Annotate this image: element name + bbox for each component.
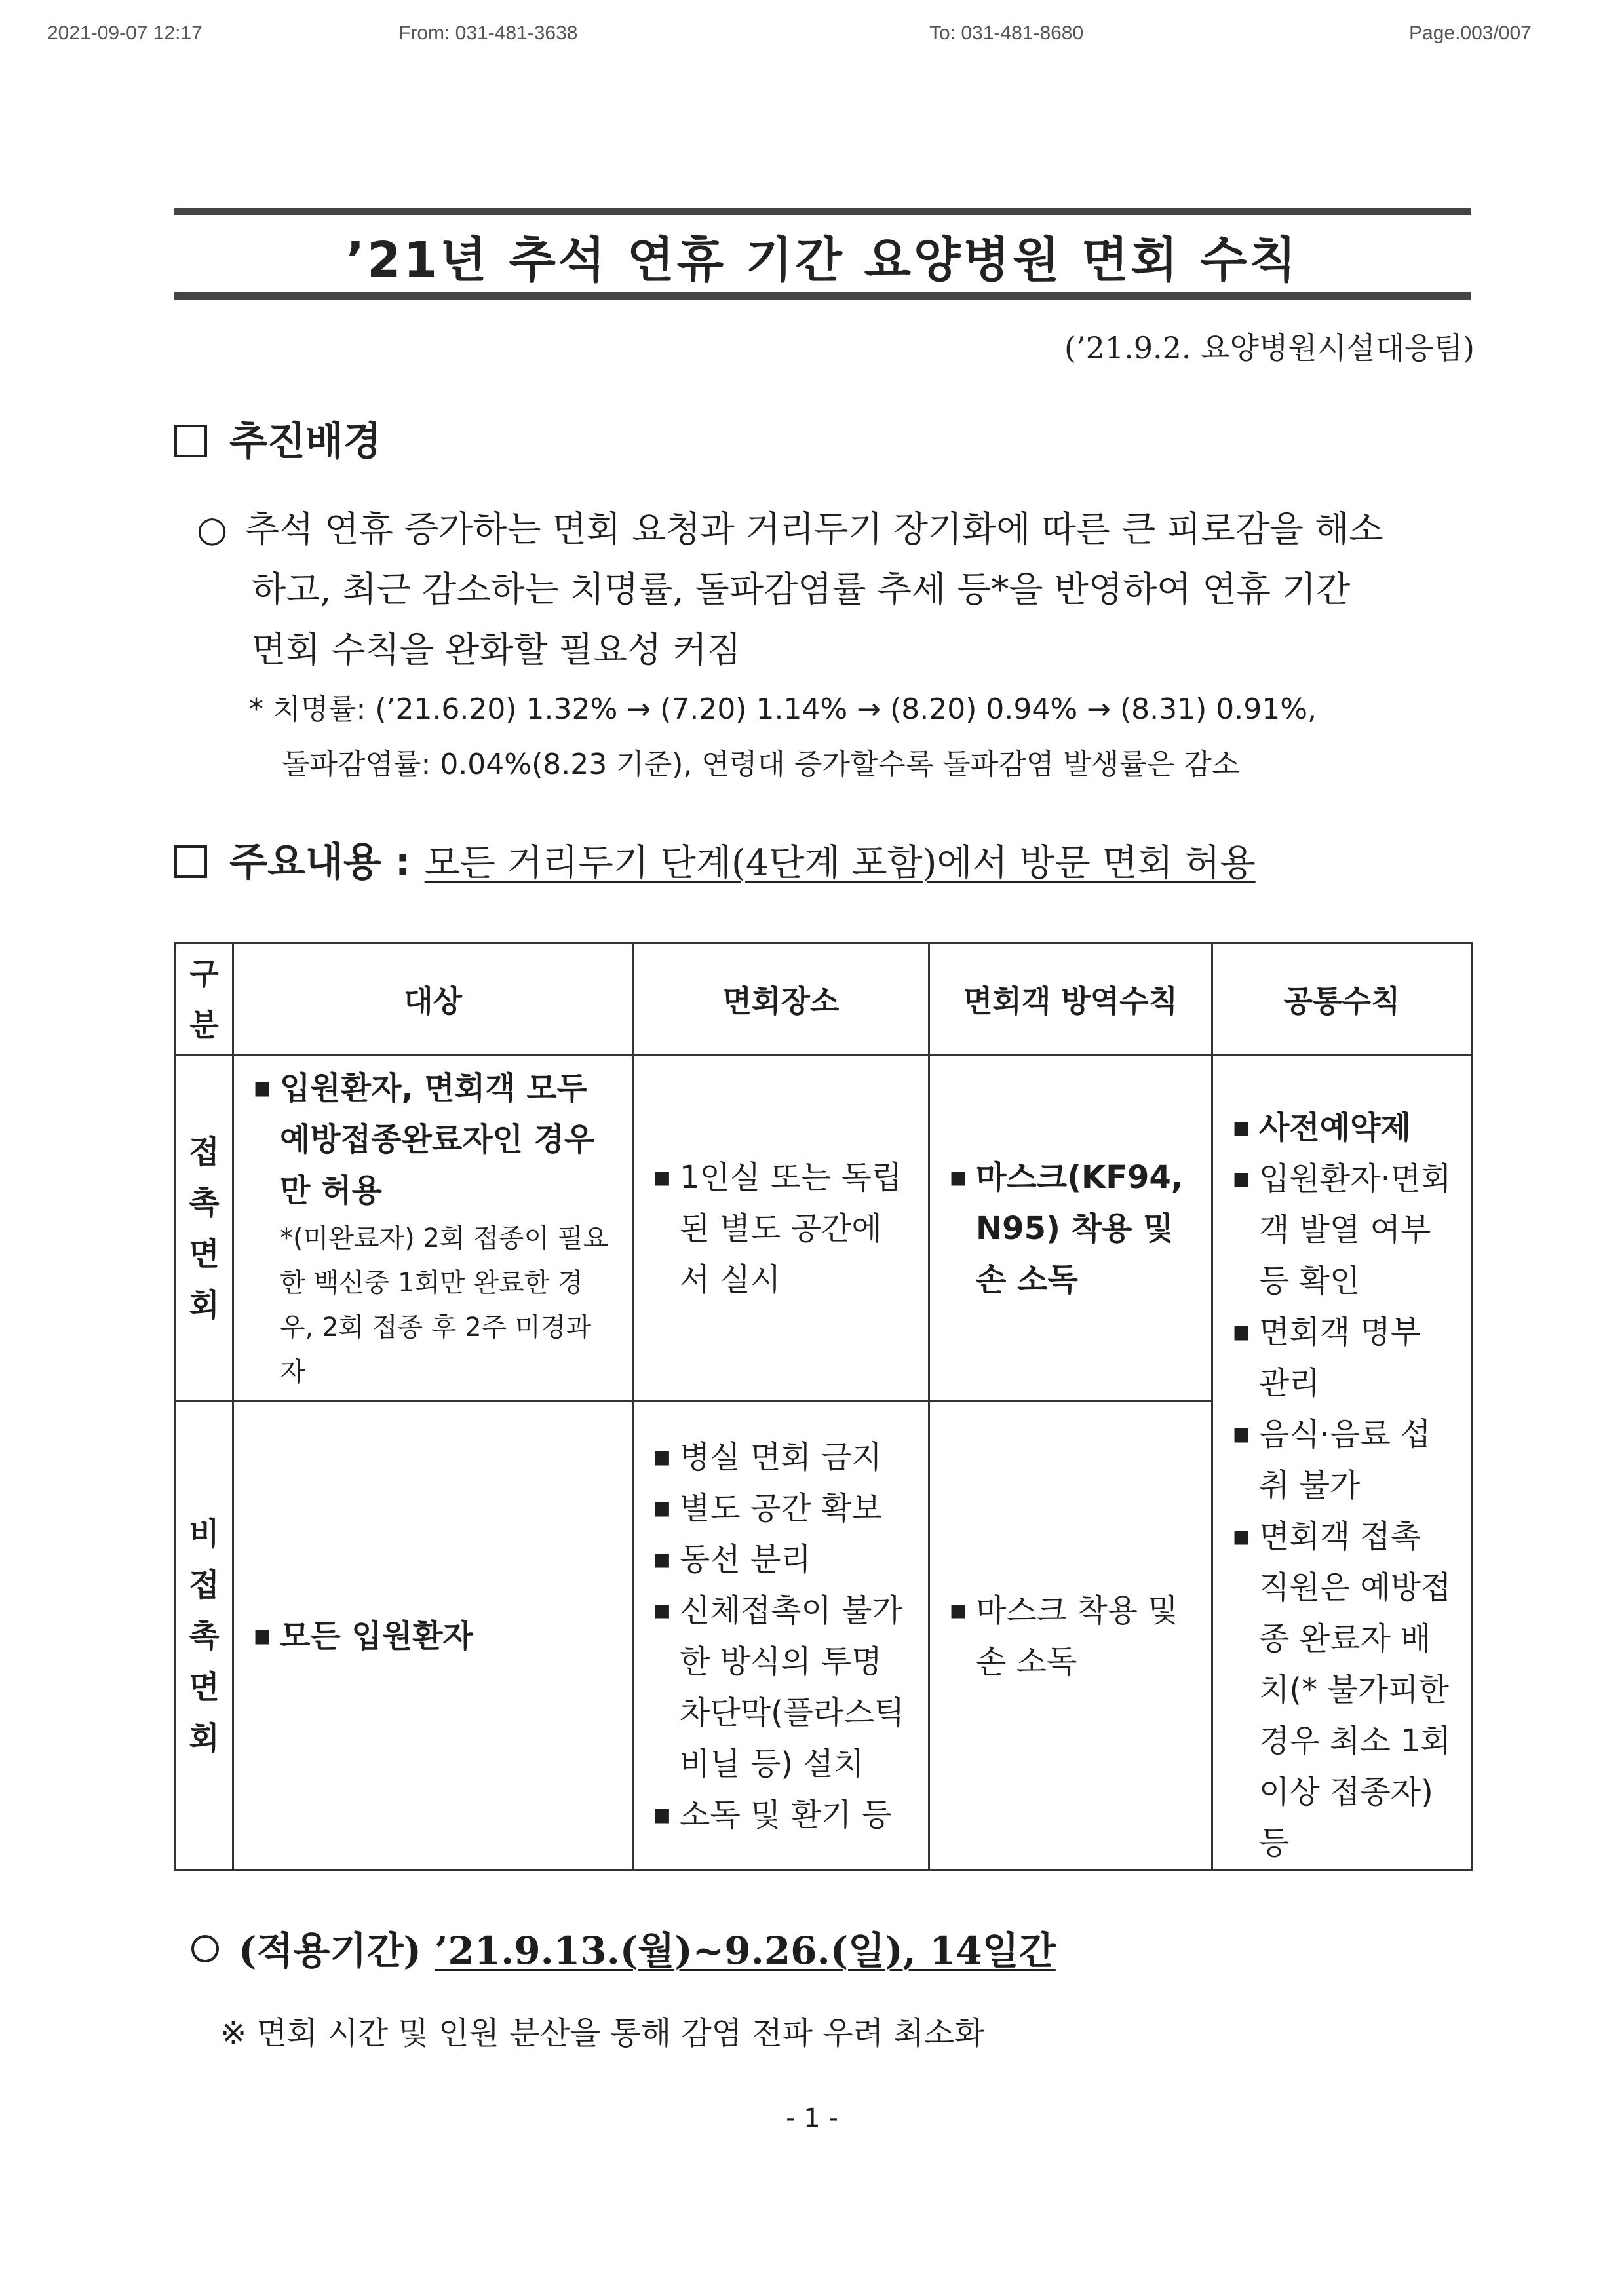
common-rule: ■ 사전예약제 — [1233, 1102, 1455, 1153]
noncontact-place-item: ■ 별도 공간 확보 — [653, 1483, 912, 1534]
checkbox-icon — [174, 425, 207, 457]
noncontact-target: ■ 모든 입원환자 — [254, 1611, 616, 1662]
page-number: - 1 - — [786, 2103, 838, 2133]
noncontact-place-item: ■ 소독 및 환기 등 — [653, 1789, 912, 1841]
document-title: ’21년 추석 연휴 기간 요양병원 면회 수칙 — [346, 232, 1299, 288]
contact-target-cell — [233, 1056, 633, 1402]
noncontact-visitor-rules: ■ 마스크 착용 및 손 소독 — [950, 1585, 1195, 1687]
header-visitor-rules: 면회객 방역수칙 — [929, 944, 1212, 1056]
main-content-summary: 모든 거리두기 단계(4단계 포함)에서 방문 면회 허용 — [424, 842, 1256, 885]
circle-bullet-icon — [191, 1935, 219, 1962]
circle-bullet-icon: ○ — [197, 508, 228, 550]
section-heading-main-content: 주요내용 : 모든 거리두기 단계(4단계 포함)에서 방문 면회 허용 — [174, 831, 1256, 887]
contact-place: ■ 1인실 또는 독립된 별도 공간에서 실시 — [653, 1152, 912, 1305]
noncontact-visitor-rules-cell — [929, 1402, 1212, 1871]
background-paragraph — [197, 499, 1481, 680]
paragraph-line: 추석 연휴 증가하는 면회 요청과 거리두기 장기화에 따른 큰 피로감을 해소 — [245, 508, 1383, 550]
apply-period — [191, 1920, 1056, 1975]
fax-from: From: 031-481-3638 — [398, 22, 578, 44]
table-header-row — [176, 944, 1472, 1056]
common-rules-cell — [1212, 1056, 1472, 1871]
apply-period-value: ’21.9.13.(월)~9.26.(일), 14일간 — [435, 1928, 1056, 1973]
category-noncontact-visit: 비 접 촉 면 회 — [176, 1402, 233, 1871]
common-rule: ■ 입원환자·면회객 발열 여부 등 확인 — [1233, 1153, 1455, 1307]
apply-period-label: (적용기간) — [239, 1928, 421, 1973]
visitation-rules-table — [174, 942, 1473, 1871]
fax-datetime: 2021-09-07 12:17 — [47, 22, 203, 44]
section-heading-background: 추진배경 — [174, 410, 381, 467]
contact-target-note: *(미완료자) 2회 접종이 필요한 백신중 1회만 완료한 경우, 2회 접종 후 2주 미경과자 — [280, 1223, 609, 1387]
paragraph-line: 하고, 최근 감소하는 치명률, 돌파감염률 추세 등*을 반영하여 연휴 기간 — [252, 569, 1351, 610]
contact-visitor-rules: ■ 마스크(KF94, N95) 착용 및 손 소독 — [950, 1152, 1195, 1305]
noncontact-place-item: ■ 병실 면회 금지 — [653, 1432, 912, 1483]
noncontact-place-item: ■ 신체접촉이 불가한 방식의 투명 차단막(플라스틱 비닐 등) 설치 — [653, 1585, 912, 1789]
header-common-rules: 공통수칙 — [1212, 944, 1472, 1056]
contact-place-cell — [633, 1056, 929, 1402]
table-row-contact — [176, 1056, 1472, 1402]
title-rule-top — [174, 208, 1471, 215]
noncontact-place-cell — [633, 1402, 929, 1871]
header-place: 면회장소 — [633, 944, 929, 1056]
header-category: 구 분 — [176, 944, 233, 1056]
statistics-note-line: * 치명률: (’21.6.20) 1.32% → (7.20) 1.14% → (8.20) 0.94% → (8.31) 0.91%, — [249, 693, 1317, 726]
common-rule: ■ 면회객 접촉 직원은 예방접종 완료자 배치(* 불가피한 경우 최소 1회이상 접종자) 등 — [1233, 1511, 1455, 1869]
noncontact-target-cell — [233, 1402, 633, 1871]
department-line: (’21.9.2. 요양병원시설대응팀) — [1064, 330, 1475, 366]
fax-page: Page.003/007 — [1409, 22, 1532, 44]
common-rule: ■ 면회객 명부 관리 — [1233, 1307, 1455, 1409]
paragraph-line: 면회 수칙을 완화할 필요성 커짐 — [252, 629, 741, 670]
contact-target-main: ■ 입원환자, 면회객 모두 예방접종완료자인 경우만 허용 — [254, 1063, 616, 1216]
statistics-note-line: 돌파감염률: 0.04%(8.23 기준), 연령대 증가할수록 돌파감염 발생률은 감소 — [282, 748, 1240, 781]
remark-line: ※ 면회 시간 및 인원 분산을 통해 감염 전파 우려 최소화 — [220, 2015, 985, 2052]
header-target: 대상 — [233, 944, 633, 1056]
common-rule: ■ 음식·음료 섭취 불가 — [1233, 1409, 1455, 1511]
checkbox-icon — [174, 845, 207, 878]
noncontact-place-item: ■ 동선 분리 — [653, 1534, 912, 1585]
fax-to: To: 031-481-8680 — [929, 22, 1084, 44]
category-contact-visit: 접 촉 면 회 — [176, 1056, 233, 1402]
contact-visitor-rules-cell — [929, 1056, 1212, 1402]
title-rule-bottom — [174, 292, 1471, 300]
